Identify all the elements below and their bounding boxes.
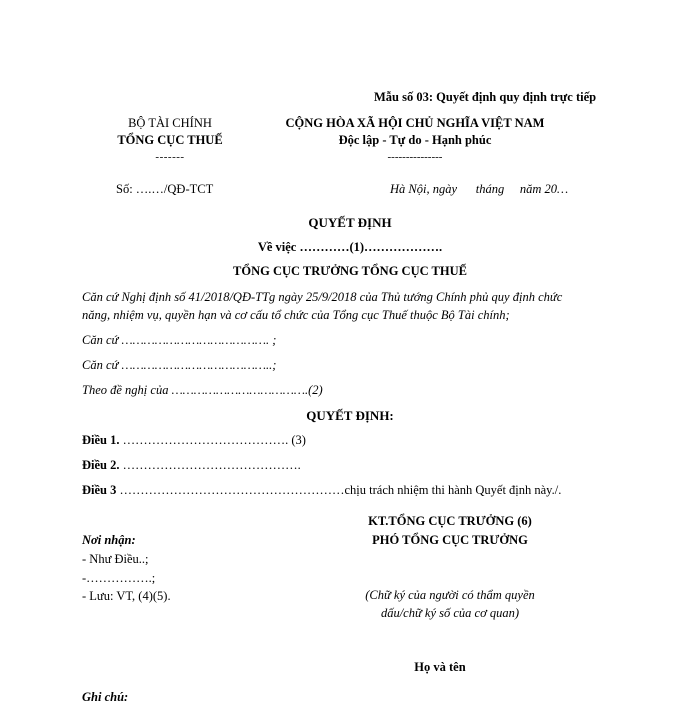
decision-heading: QUYẾT ĐỊNH: — [306, 408, 394, 423]
article-1-label: Điều 1. — [82, 433, 120, 447]
document-subject: Về việc …………(1)………………. — [257, 240, 443, 254]
recipient-item: - Lưu: VT, (4)(5). — [82, 589, 171, 603]
signature-title-1: KT.TỔNG CỤC TRƯỞNG (6) — [368, 514, 532, 528]
article-3-label: Điều 3 — [82, 483, 117, 497]
signer-name: Họ và tên — [414, 660, 466, 674]
issuing-authority: TỔNG CỤC TRƯỞNG TỔNG CỤC THUẾ — [233, 264, 467, 278]
signature-title-2: PHÓ TỔNG CỤC TRƯỞNG — [372, 533, 528, 547]
recipient-item: -…………….; — [82, 571, 156, 585]
article-2 — [82, 458, 301, 473]
ministry-name: BỘ TÀI CHÍNH — [128, 116, 212, 130]
legal-basis-line-2: năng, nhiệm vụ, quyền hạn và cơ cấu tổ chức của Tổng cục Thuế thuộc Bộ Tài chính; — [82, 308, 510, 322]
legal-basis-line-1: Căn cứ Nghị định số 41/2018/QĐ-TTg ngày 25/9/2018 của Thủ tướng Chính phủ quy định chức — [82, 290, 563, 304]
article-2-label: Điều 2. — [82, 458, 120, 472]
article-3-text: ………………………………………………chịu trách nhiệm thi hành Quyết định này./. — [116, 483, 562, 497]
article-1 — [82, 433, 306, 448]
national-motto: Độc lập - Tự do - Hạnh phúc — [338, 133, 492, 147]
signature-note-1: (Chữ ký của người có thẩm quyền — [365, 588, 535, 602]
footer-note: Ghi chú: — [82, 690, 129, 704]
form-number: Mẫu số 03: Quyết định quy định trực tiếp — [374, 90, 597, 104]
issue-date: Hà Nội, ngày tháng năm 20… — [390, 182, 569, 196]
article-1-text: …………………………………. (3) — [119, 433, 306, 447]
proposal-line: Theo đề nghị của ……………………………….(2) — [82, 383, 323, 397]
article-3 — [82, 483, 561, 498]
right-divider: --------------- — [387, 151, 443, 163]
signature-note-2: dấu/chữ ký số của cơ quan) — [380, 606, 520, 620]
recipient-item: - Như Điều..; — [82, 552, 149, 566]
left-divider: ------- — [155, 151, 185, 163]
country-name: CỘNG HÒA XÃ HỘI CHỦ NGHĨA VIỆT NAM — [285, 116, 545, 130]
document-number: Số: ….…/QĐ-TCT — [116, 182, 214, 196]
article-2-text: ……………………………………. — [119, 458, 301, 472]
department-name: TỔNG CỤC THUẾ — [117, 133, 223, 147]
document-title: QUYẾT ĐỊNH — [308, 215, 392, 230]
recipients-heading: Nơi nhận: — [82, 533, 136, 547]
legal-basis-can-cu-1: Căn cứ …………………………………. ; — [82, 333, 277, 347]
legal-basis-can-cu-2: Căn cứ …………………………………..; — [82, 358, 277, 372]
